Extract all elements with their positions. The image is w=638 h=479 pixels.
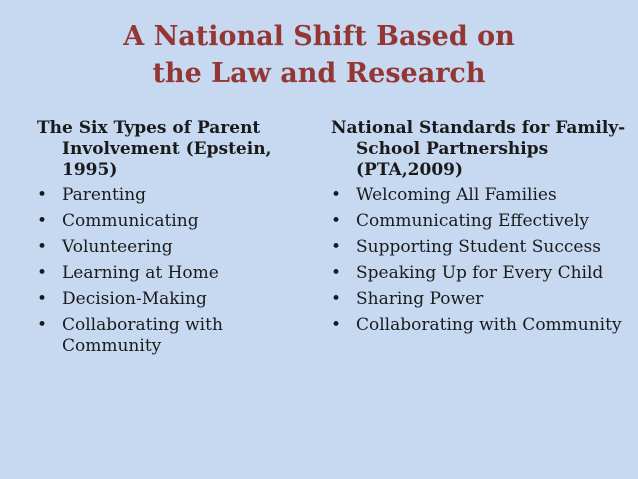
right-column-list [331,185,631,336]
left-column [37,118,307,362]
bullet-icon: • [331,185,342,205]
list-item [37,315,307,357]
slide-title [0,18,638,92]
list-item-text: Communicating [62,211,199,231]
bullet-icon: • [37,315,48,335]
bullet-icon: • [331,263,342,283]
slide-title-line-2: the Law and Research [152,58,486,89]
list-item-text: Parenting [62,185,147,205]
list-item [37,211,307,232]
bullet-icon: • [37,185,48,205]
bullet-icon: • [331,211,342,231]
bullet-icon: • [37,211,48,231]
list-item [331,185,631,206]
list-item-text: Speaking Up for Every Child [356,263,604,283]
bullet-icon: • [37,263,48,283]
list-item-text: Collaborating with Community [356,315,622,335]
bullet-icon: • [331,237,342,257]
list-item [37,289,307,310]
list-item [37,237,307,258]
list-item [331,211,631,232]
list-item [37,185,307,206]
list-item-text: Welcoming All Families [356,185,557,205]
list-item-text: Volunteering [62,237,173,257]
right-column [331,118,631,341]
list-item [331,263,631,284]
list-item-text: Communicating Effectively [356,211,590,231]
slide-title-line-1: A National Shift Based on [123,21,515,52]
bullet-icon: • [37,289,48,309]
left-column-heading: The Six Types of Parent Involvement (Epstein, 1995) [37,118,272,180]
left-column-list [37,185,307,357]
list-item [37,263,307,284]
bullet-icon: • [331,315,342,335]
list-item-text: Decision-Making [62,289,207,309]
list-item [331,289,631,310]
bullet-icon: • [37,237,48,257]
list-item-text: Supporting Student Success [356,237,601,257]
list-item [331,315,631,336]
bullet-icon: • [331,289,342,309]
list-item [331,237,631,258]
right-column-heading: National Standards for Family-School Partnerships (PTA,2009) [331,118,626,180]
list-item-text: Sharing Power [356,289,484,309]
list-item-text: Collaborating with Community [62,315,223,356]
list-item-text: Learning at Home [62,263,219,283]
